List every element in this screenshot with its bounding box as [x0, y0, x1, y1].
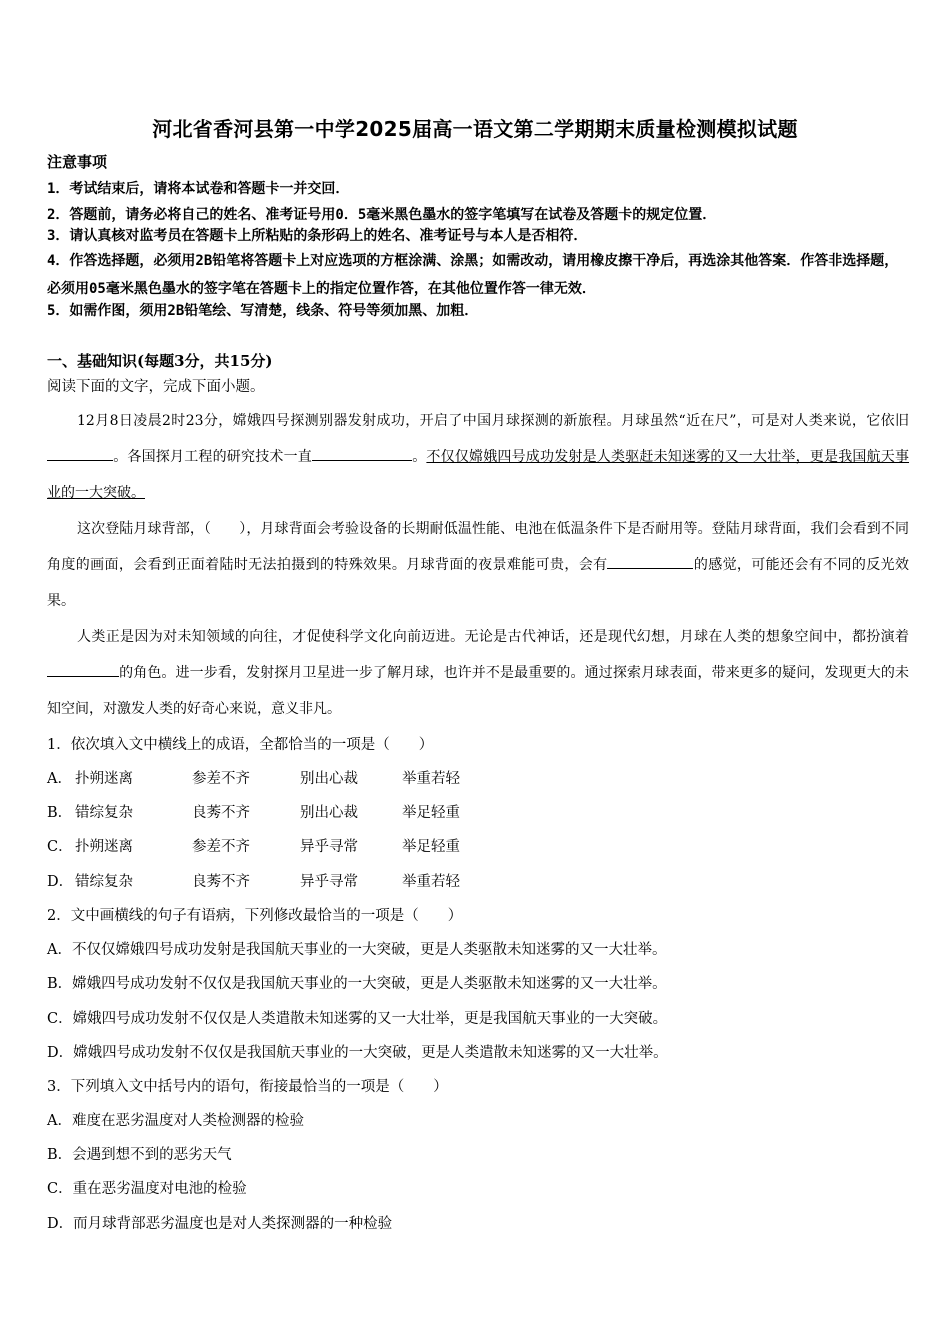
question-3-stem: 3．下列填入文中括号内的语句，衔接最恰当的一项是（ ）	[47, 1079, 448, 1095]
notice-heading: 注意事项	[47, 153, 108, 171]
question-2-option-a[interactable]: A．不仅仅嫦娥四号成功发射是我国航天事业的一大突破，更是人类驱散未知迷雾的又一大壮举。	[47, 942, 667, 958]
notice-item: 3．请认真核对监考员在答题卡上所粘贴的条形码上的姓名、准考证号与本人是否相符．	[47, 228, 588, 244]
exam-title: 河北省香河县第一中学2025届高一语文第二学期期末质量检测模拟试题	[152, 117, 798, 141]
passage-paragraph-1: 12月8日凌晨2时23分，嫦娥四号探测别器发射成功，开启了中国月球探测的新旅程。月球虽然“近在尺”，可是对人类来说，它依旧。各国探月工程的研究技术一直 。不仅仅嫦娥四号成功发射是人类驱赶未知迷雾的又一大壮举，更是我国航天事业的一大突破。	[47, 413, 910, 501]
question-2-option-c[interactable]: C．嫦娥四号成功发射不仅仅是人类遣散未知迷雾的又一大壮举，更是我国航天事业的一大突破。	[47, 1011, 668, 1027]
question-3-option-d[interactable]: D．而月球背部恶劣温度也是对人类探测器的一种检验	[47, 1216, 393, 1232]
fill-blank	[47, 662, 119, 677]
exam-page: 河北省香河县第一中学2025届高一语文第二学期期末质量检测模拟试题 注意事项 1．考试结束后，请将本试卷和答题卡一并交回． 2．答题前，请务必将自己的姓名、准考证号用0．5毫米黑色墨水的签字笔填写在试卷及答题卡的规定位置． 3．请认真核对监考员在答题卡上所粘贴的条形码上的姓名、准考证号与本人是否相符． 4．作答选择题，必须用2B铅笔将答题卡上对应选项的方框涂满、涂黑；如需改动，请用橡皮擦干净后，再选涂其他答案．作答非选择题，必须用05毫米黑色墨水的签字笔在答题卡上的指定位置作答，在其他位置作答一律无效． 5．如需作图，须用2B铅笔绘、写清楚，线条、符号等须加黑、加粗． 一、基础知识(每题3分，共15分) 阅读下面的文字，完成下面小题。 12月8日凌晨2时23分，嫦娥四号探测别器发射成功，开启了中国月球探测的新旅程。月球虽然“近在尺”，可是对人类来说，它依旧。各国探月工程的研究技术一直 。不仅仅嫦娥四号成功发射是人类驱赶未知迷雾的又一大壮举，更是我国航天事业的一大突破。 这次登陆月球背部，（ ），月球背面会考验设备的长期耐低温性能、电池在低温条件下是否耐用等。登陆月球背面，我们会看到不同角度的画面，会看到正面着陆时无法拍摄到的特殊效果。月球背面的夜景难能可贵，会有 的感觉，可能还会有不同的反光效果。 人类正是因为对未知领域的向往，才促使科学文化向前迈进。无论是古代神话，还是现代幻想，月球在人类的想象空间中，都扮演着的角色。进一步看，发射探月卫星进一步了解月球，也许并不是最重要的。通过探索月球表面，带来更多的疑问，发现更大的未知空间，对激发人类的好奇心来说，意义非凡。 1．依次填入文中横线上的成语，全都恰当的一项是（ ） A． 扑朔迷离 参差不齐 别出心裁 举重若轻 B． 错综复杂 良莠不齐 别出心裁 举足轻重 C． 扑朔迷离 参差不齐 异乎寻常 举足轻重 D． 错综复杂 良莠不齐 异乎寻常 举重若轻 2．文中画横线的句子有语病，下列修改最恰当的一项是（ ） A．不仅仅嫦娥四号成功发射是我国航天事业的一大突破，更是人类驱散未知迷雾的又一大壮举。 B．嫦娥四号成功发射不仅仅是我国航天事业的一大突破，更是人类驱散未知迷雾的又一大壮举。 C．嫦娥四号成功发射不仅仅是人类遣散未知迷雾的又一大壮举，更是我国航天事业的一大突破。 D．嫦娥四号成功发射不仅仅是我国航天事业的一大突破，更是人类遣散未知迷雾的又一大壮举。 3．下列填入文中括号内的语句，衔接最恰当的一项是（ ） A．难度在恶劣温度对人类检测器的检验 B．会遇到想不到的恶劣天气 C．重在恶劣温度对电池的检验 D．而月球背部恶劣温度也是对人类探测器的一种检验	[0, 0, 950, 1344]
reading-instruction: 阅读下面的文字，完成下面小题。	[47, 379, 265, 395]
fill-blank	[312, 446, 412, 461]
question-2-option-b[interactable]: B．嫦娥四号成功发射不仅仅是我国航天事业的一大突破，更是人类驱散未知迷雾的又一大壮举。	[47, 976, 667, 992]
section-heading: 一、基础知识(每题3分，共15分)	[47, 352, 273, 370]
question-3-option-a[interactable]: A．难度在恶劣温度对人类检测器的检验	[47, 1113, 304, 1129]
passage-paragraph-3: 人类正是因为对未知领域的向往，才促使科学文化向前迈进。无论是古代神话，还是现代幻想，月球在人类的想象空间中，都扮演着的角色。进一步看，发射探月卫星进一步了解月球，也许并不是最重要的。通过探索月球表面，带来更多的疑问，发现更大的未知空间，对激发人类的好奇心来说，意义非凡。	[47, 629, 909, 717]
underlined-sentence: 不仅仅嫦娥四号成功发射是人类驱赶未知迷雾的又一大壮举，更是我国航天事业的一大突破。	[47, 449, 910, 501]
question-2-option-d[interactable]: D．嫦娥四号成功发射不仅仅是我国航天事业的一大突破，更是人类遣散未知迷雾的又一大壮举。	[47, 1045, 668, 1061]
notice-item: 1．考试结束后，请将本试卷和答题卡一并交回．	[47, 181, 350, 197]
fill-blank	[47, 446, 113, 461]
notice-item: 5．如需作图，须用2B铅笔绘、写清楚，线条、符号等须加黑、加粗．	[47, 303, 479, 319]
notice-item: 4．作答选择题，必须用2B铅笔将答题卡上对应选项的方框涂满、涂黑；如需改动，请用橡皮擦干净后，再选涂其他答案．作答非选择题，必须用05毫米黑色墨水的签字笔在答题卡上的指定位置作答，在其他位置作答一律无效．	[47, 253, 899, 297]
notice-item: 2．答题前，请务必将自己的姓名、准考证号用0．5毫米黑色墨水的签字笔填写在试卷及答题卡的规定位置．	[47, 207, 717, 223]
question-1-stem: 1．依次填入文中横线上的成语，全都恰当的一项是（ ）	[47, 737, 434, 753]
question-3-option-b[interactable]: B．会遇到想不到的恶劣天气	[47, 1147, 232, 1163]
fill-blank	[607, 554, 693, 569]
passage-paragraph-2: 这次登陆月球背部，（ ），月球背面会考验设备的长期耐低温性能、电池在低温条件下是否耐用等。登陆月球背面，我们会看到不同角度的画面，会看到正面着陆时无法拍摄到的特殊效果。月球背面的夜景难能可贵，会有 的感觉，可能还会有不同的反光效果。	[47, 521, 910, 609]
question-2-stem: 2．文中画横线的句子有语病，下列修改最恰当的一项是（ ）	[47, 908, 463, 924]
question-3-option-c[interactable]: C．重在恶劣温度对电池的检验	[47, 1181, 247, 1197]
